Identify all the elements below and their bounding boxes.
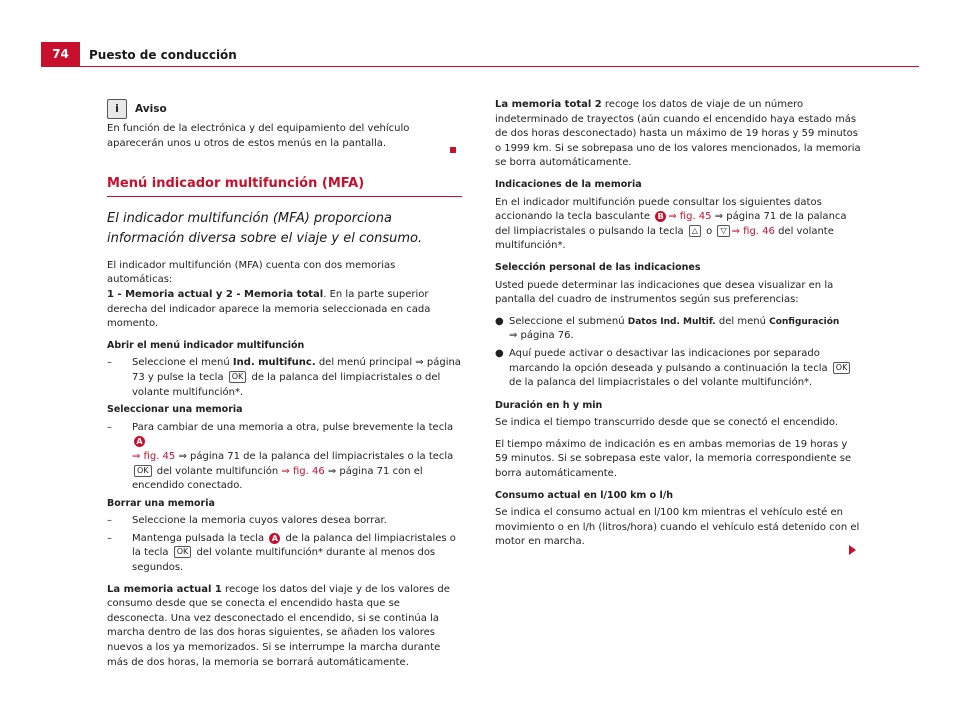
- subheading-delete-memory: Borrar una memoria: [107, 497, 215, 509]
- left-column: [107, 98, 462, 677]
- paragraph-max-time: El tiempo máximo de indicación es en ambas memorias de 19 horas y 59 minutos. Si se sobrepasa este valor, la memoria correspondiente se borra automáticamente.: [495, 438, 852, 480]
- paragraph-consumption: Se indica el consumo actual en l/100 km mientras el vehículo esté en movimiento o en l/h (litros/hora) cuando el vehículo está detenido con el motor en marcha.: [495, 507, 860, 548]
- list-item: ● Seleccione el submenú Datos Ind. Multif. del menú Configuración ⇒ página 76.: [495, 315, 840, 342]
- paragraph-indications: En el indicador multifunción puede consultar los siguientes datos accionando la tecla basculante B ⇒ fig. 45 ⇒ página 71 de la palanca del limpiacristales o pulsando la tecla △ o ▽ ⇒ fig. 46 del volante multifunción*.: [495, 196, 847, 252]
- fig-46-link[interactable]: ⇒ fig. 46: [281, 465, 325, 477]
- right-column: [495, 98, 862, 557]
- paragraph-memory-1: La memoria actual 1 recoge los datos del viaje y de los valores de consumo desde que se conecta el encendido hasta que se desconecta. Una vez desconectado el encendido, si se continúa la marcha dentro de las dos horas siguientes, se añaden los valores nuevos a los ya memorizados. Si se interrumpe la marcha durante más de dos horas, la memoria se borrará automáticamente.: [107, 583, 450, 668]
- subheading-personal-selection: Selección personal de las indicaciones: [495, 261, 701, 273]
- fig-46-link[interactable]: ⇒ fig. 46: [731, 225, 775, 237]
- section-intro: El indicador multifunción (MFA) proporciona información diversa sobre el viaje y el consumo.: [107, 210, 423, 246]
- subheading-consumption: Consumo actual en l/100 km o l/h: [495, 489, 673, 501]
- note-header: [107, 98, 462, 120]
- page-number: 74: [41, 42, 80, 66]
- header-rule: [41, 66, 919, 67]
- page-header-title: Puesto de conducción: [89, 48, 237, 62]
- list-item: – Seleccione el menú Ind. multifunc. del menú principal ⇒ página 73 y pulse la tecla OK de la palanca del limpiacristales o del volante multifunción*.: [107, 357, 461, 398]
- note-text: En función de la electrónica y del equipamiento del vehículo aparecerán unos u otros de estos menús en la pantalla.: [107, 123, 410, 149]
- ok-key-icon: OK: [229, 371, 247, 383]
- subheading-select-memory: Seleccionar una memoria: [107, 404, 243, 416]
- list-item: – Para cambiar de una memoria a otra, pulse brevemente la tecla A ⇒ fig. 45 ⇒ página 71 de la palanca del limpiacristales o la tecla OK del volante multifunción ⇒ fig. 46 ⇒ página 71 con el encendido conectado.: [107, 421, 454, 492]
- paragraph-personal: Usted puede determinar las indicaciones que desea visualizar en la pantalla del cuadro de instrumentos según sus preferencias:: [495, 279, 834, 306]
- fig-45-link[interactable]: ⇒ fig. 45: [132, 450, 176, 462]
- fig-45-link[interactable]: ⇒ fig. 45: [668, 211, 712, 223]
- b-key-icon: B: [655, 211, 666, 222]
- info-icon: i: [107, 99, 127, 119]
- section-heading: Menú indicador multifunción (MFA): [107, 177, 462, 197]
- list-item: – Seleccione la memoria cuyos valores desea borrar.: [107, 515, 387, 527]
- ok-key-icon: OK: [833, 362, 851, 374]
- subheading-open-menu: Abrir el menú indicador multifunción: [107, 339, 305, 351]
- subheading-memory-indications: Indicaciones de la memoria: [495, 178, 642, 190]
- paragraph-memories: El indicador multifunción (MFA) cuenta con dos memorias automáticas: 1 - Memoria actual y 2 - Memoria total. En la parte superior derecha del indicador aparece la memoria seleccionada en cada momento.: [107, 259, 431, 330]
- list-item: ● Aquí puede activar o desactivar las indicaciones por separado marcando la opción deseada y pulsando a continuación la tecla OK de la palanca del limpiacristales o del volante multifunción*.: [495, 347, 862, 391]
- arrow-right-icon: [849, 545, 856, 555]
- note-title: Aviso: [135, 102, 167, 115]
- ok-key-icon: OK: [174, 546, 192, 558]
- a-key-icon: A: [269, 533, 280, 544]
- paragraph-duration: Se indica el tiempo transcurrido desde que se conectó el encendido.: [495, 417, 839, 429]
- a-key-icon: A: [134, 436, 145, 447]
- end-marker-icon: [450, 147, 456, 153]
- up-key-icon: △: [689, 225, 701, 237]
- down-key-icon: ▽: [717, 225, 729, 237]
- ok-key-icon: OK: [134, 465, 152, 477]
- subheading-duration: Duración en h y min: [495, 399, 603, 411]
- paragraph-memory-2: La memoria total 2 recoge los datos de viaje de un número indeterminado de trayectos (aún cuando el encendido haya estado más de dos horas desconectado) hasta un máximo de 19 horas y 59 minutos o 1999 km. Si se sobrepasa uno de los valores mencionados, la memoria se borra automáticamente.: [495, 99, 861, 169]
- list-item: – Mantenga pulsada la tecla A de la palanca del limpiacristales o la tecla OK del volante multifunción* durante al menos dos segundos.: [107, 532, 456, 574]
